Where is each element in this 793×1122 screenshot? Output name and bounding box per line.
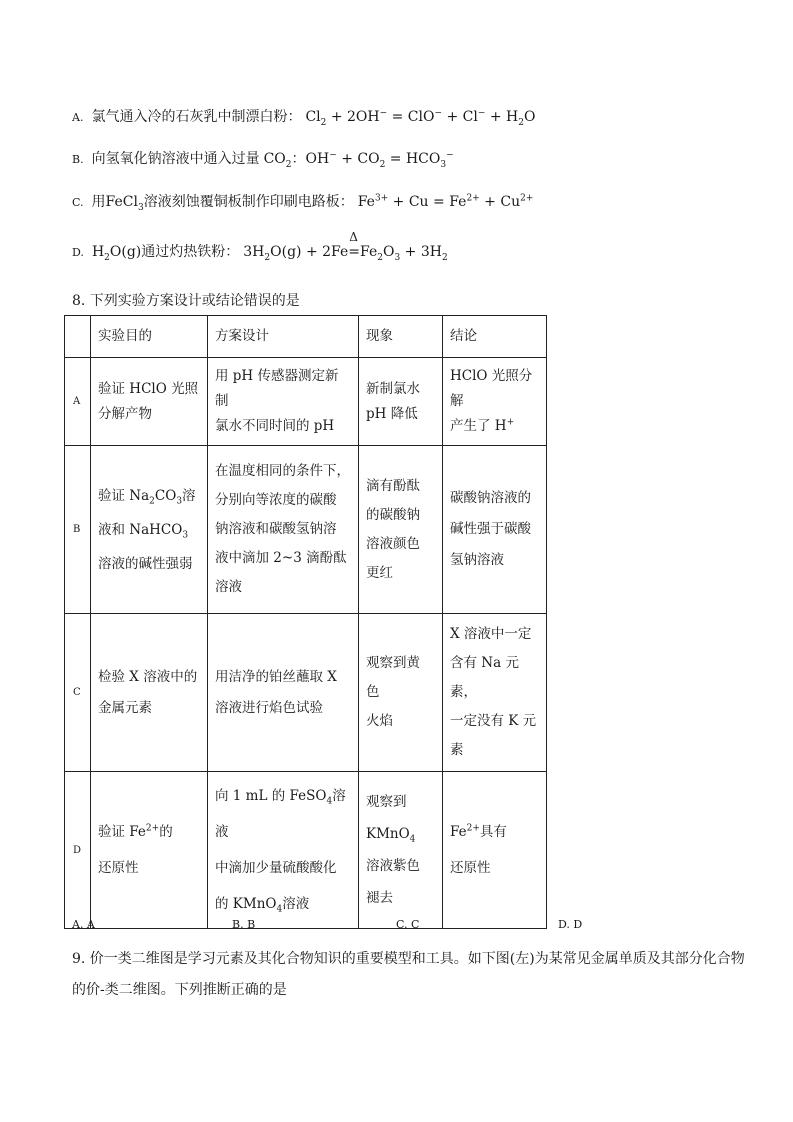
choice-a: A. A xyxy=(72,918,95,931)
column-header: 结论 xyxy=(443,316,547,358)
option-b: B. 向氢氧化钠溶液中通入过量 $CO_2$：$OH^- + CO_2 = HCO_3^-$ xyxy=(72,150,454,170)
cell-phenomenon: 滴有酚酞 的碳酸钠 溶液颜色 更红 xyxy=(359,446,443,614)
row-label: D xyxy=(65,772,91,929)
column-header: 实验目的 xyxy=(91,316,208,358)
reagent-formula: $H_2O(g)$ xyxy=(91,244,142,263)
column-header: 方案设计 xyxy=(208,316,359,358)
experiment-table xyxy=(64,315,547,929)
option-text: 氯气通入冷的石灰乳中制漂白粉： xyxy=(91,109,302,125)
cell-conclusion: $Fe^{2+}$具有 还原性 xyxy=(443,772,547,929)
cell-purpose: 验证 HClO 光照 分解产物 xyxy=(91,358,208,446)
cell-design: 用 pH 传感器测定新制 氯水不同时间的 pH xyxy=(208,358,359,446)
cell-design: 在温度相同的条件下， 分别向等浓度的碳酸 钠溶液和碳酸氢钠溶 液中滴加 2~3 滴酚酞 溶液 xyxy=(208,446,359,614)
cell-phenomenon: 观察到 KMnO$_4$ 溶液紫色 褪去 xyxy=(359,772,443,929)
column-header: 现象 xyxy=(359,316,443,358)
option-letter: D. xyxy=(72,246,84,259)
question-8-stem: 8. 下列实验方案设计或结论错误的是 xyxy=(72,293,300,309)
reagent-formula: $CO_2$ xyxy=(263,151,292,170)
row-label: B xyxy=(65,446,91,614)
option-text: 通过灼热铁粉： xyxy=(141,244,240,260)
cell-conclusion: X 溶液中一定 含有 Na 元素， 一定没有 K 元 素 xyxy=(443,614,547,772)
option-a xyxy=(72,106,535,126)
equation: $Cl_2 + 2OH^- = ClO^- + Cl^- + H_2O$ xyxy=(305,108,536,128)
table-header-row xyxy=(65,316,547,358)
equation: $3H_2O(g) + 2Fe$ Δ $=Fe_2O_3 + 3H_2$ xyxy=(243,230,448,263)
answer-choices xyxy=(72,918,632,938)
table-row-b xyxy=(65,446,547,614)
equation: $Fe^{3+} + Cu = Fe^{2+} + Cu^{2+}$ xyxy=(357,193,534,210)
question-9-stem: 9. 价一类二维图是学习元素及其化合物知识的重要模型和工具。如下图(左)为某常见金属单质及其部分化合物的价-类二维图。下列推断正确的是 xyxy=(72,951,745,998)
cell-purpose: 检验 X 溶液中的 金属元素 xyxy=(91,614,208,772)
table-row-a xyxy=(65,358,547,446)
option-letter: B. xyxy=(72,153,84,166)
choice-d: D. D xyxy=(558,918,583,931)
table-corner-cell xyxy=(65,316,91,358)
choice-b: B. B xyxy=(232,918,256,931)
cell-design: 向 1 mL 的 FeSO$_4$溶液 中滴加少量硫酸酸化 的 KMnO$_4$溶液 xyxy=(208,772,359,929)
cell-purpose: 验证 $Fe^{2+}$的 还原性 xyxy=(91,772,208,929)
cell-conclusion: HClO 光照分解 产生了 H+ xyxy=(443,358,547,446)
row-label: A xyxy=(65,358,91,446)
option-d xyxy=(72,230,448,263)
cell-conclusion: 碳酸钠溶液的 碱性强于碳酸 氢钠溶液 xyxy=(443,446,547,614)
option-c: C. 用FeCl$_3$溶液刻蚀覆铜板制作印刷电路板： $Fe^{3+} + Cu = Fe^{2+} + Cu^{2+}$ xyxy=(72,193,534,213)
option-letter: C. xyxy=(72,196,84,209)
cell-phenomenon: 观察到黄 色 火焰 xyxy=(359,614,443,772)
option-letter: A. xyxy=(72,111,84,124)
table-row-d xyxy=(65,772,547,929)
reagent-formula: FeCl$_3$ xyxy=(105,194,144,213)
cell-phenomenon: 新制氯水 pH 降低 xyxy=(359,358,443,446)
choice-c: C. C xyxy=(396,918,420,931)
option-text: 溶液刻蚀覆铜板制作印刷电路板： xyxy=(143,194,354,210)
cell-design: 用洁净的铂丝蘸取 X 溶液进行焰色试验 xyxy=(208,614,359,772)
cell-purpose: 验证 $Na_2CO_3$溶 液和 NaHCO$_3$ 溶液的碱性强弱 xyxy=(91,446,208,614)
heat-delta-symbol: Δ xyxy=(349,230,358,244)
table-row-c xyxy=(65,614,547,772)
option-text: 向氢氧化钠溶液中通入过量 xyxy=(91,151,260,167)
row-label: C xyxy=(65,614,91,772)
equation: $OH^- + CO_2 = HCO_3^-$ xyxy=(305,150,454,170)
